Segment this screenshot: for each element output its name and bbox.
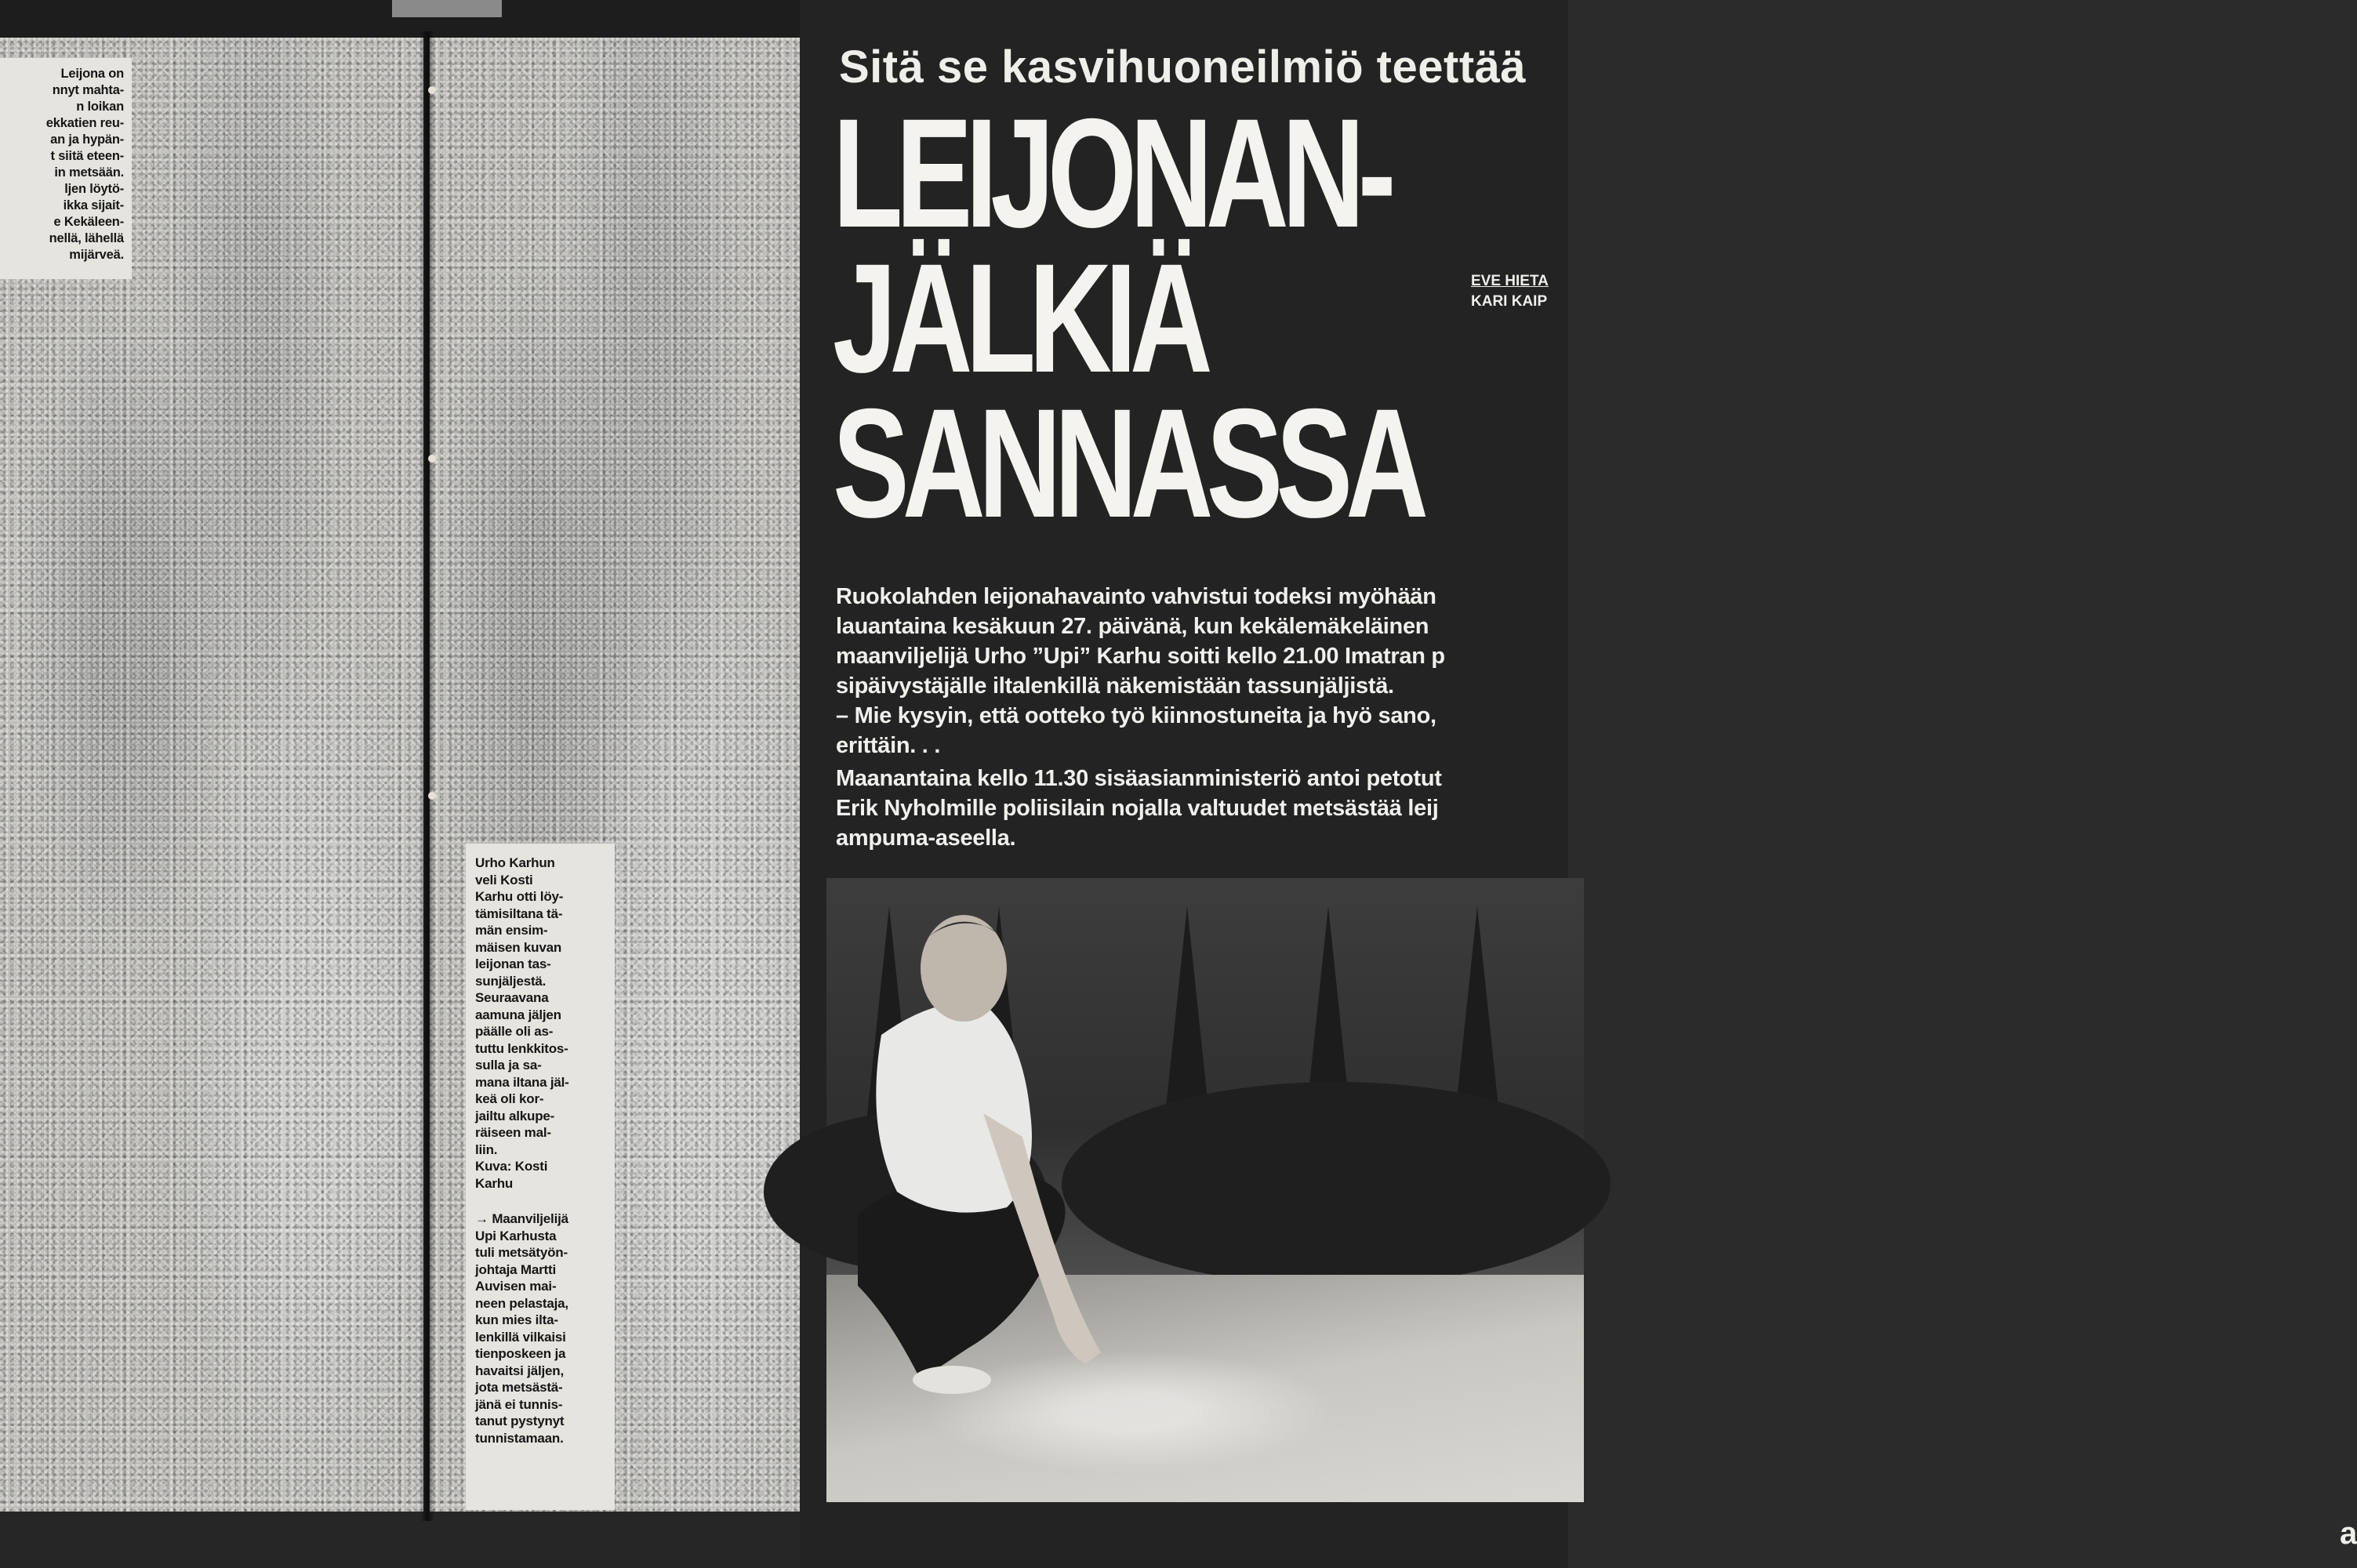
caption-line: mijärveä. <box>69 248 124 262</box>
caption-line: veli Kosti <box>475 872 533 887</box>
caption-line: sunjäljestä. <box>475 973 547 989</box>
binding-gutter <box>420 31 434 1521</box>
caption-line: tämisiltana tä- <box>475 906 563 921</box>
caption-line: nnyt mahta- <box>52 83 124 97</box>
caption-line: päälle oli as- <box>475 1024 554 1039</box>
headline-line: SANNASSA <box>833 376 1422 550</box>
caption-line: Karhu otti löy- <box>475 889 564 904</box>
caption-line: Urho Karhun <box>475 855 555 870</box>
caption-paragraph-photo-credit <box>475 855 607 1192</box>
lead-line: Ruokolahden leijonahavainto vahvistui todeksi myöhään <box>836 584 1436 609</box>
caption-line: tanut pystynyt <box>475 1414 565 1428</box>
article-lead <box>836 582 1589 853</box>
caption-line: Upi Karhusta <box>475 1228 557 1243</box>
caption-line: tuttu lenkkitos- <box>475 1040 568 1056</box>
caption-line: n loikan <box>76 100 124 114</box>
page-number: a <box>2340 1516 2357 1551</box>
caption-line: leijonan tas- <box>475 956 551 971</box>
caption-line: ljen löytö- <box>64 182 124 196</box>
caption-paw-print <box>466 844 615 1510</box>
caption-line: neen pelastaja, <box>475 1295 568 1311</box>
lead-line: maanviljelijä Urho ”Upi” Karhu soitti kello 21.00 Imatran p <box>836 644 1445 669</box>
caption-line: liin. <box>475 1142 498 1157</box>
crouching-man-figure <box>826 878 1584 1502</box>
caption-line: → Maanviljelijä <box>475 1211 568 1226</box>
caption-line: ekkatien reu- <box>45 116 124 130</box>
binding-staple <box>428 86 436 94</box>
caption-line: tuli metsätyön- <box>475 1245 568 1260</box>
headline-line: LEIJONAN- <box>833 86 1389 260</box>
caption-line: jailtu alkupe- <box>475 1108 555 1123</box>
caption-line: Leijona on <box>60 67 124 81</box>
caption-line: johtaja Martti <box>475 1261 556 1277</box>
caption-line: Seuraavana <box>475 990 549 1005</box>
farmer-photo <box>826 878 1584 1502</box>
caption-line: jänä ei tunnis- <box>475 1396 563 1412</box>
final-line: Maanantaina kello 11.30 sisäasianministeriö antoi petotut <box>836 766 1442 791</box>
caption-line: sulla ja sa- <box>475 1058 542 1073</box>
caption-line: Karhu <box>475 1175 514 1191</box>
caption-line: aamuna jäljen <box>475 1007 561 1022</box>
caption-line: tienposkeen ja <box>475 1346 566 1361</box>
byline-writer: EVE HIETA <box>1471 273 1549 289</box>
caption-line: mana iltana jäl- <box>475 1074 569 1090</box>
caption-line: jota metsästä- <box>475 1380 563 1395</box>
caption-line: ikka sijait- <box>63 198 124 212</box>
headline-kicker: Sitä se kasvihuoneilmiö teettää <box>839 42 1527 93</box>
page-tab <box>392 0 502 17</box>
caption-line: Kuva: Kosti <box>475 1159 548 1174</box>
caption-line: in metsään. <box>54 165 124 180</box>
headline <box>833 86 1422 550</box>
quote-line: – Mie kysyin, että ootteko työ kiinnostuneita ja hyö sano, <box>836 703 1436 728</box>
lead-line: lauantaina kesäkuun 27. päivänä, kun kekälemäkeläinen <box>836 614 1429 639</box>
headline-line: JÄLKIÄ <box>833 231 1206 405</box>
caption-line: t siitä eteen- <box>50 149 124 163</box>
final-line: Erik Nyholmille poliisilain nojalla valtuudet metsästää leij <box>836 796 1439 821</box>
caption-lion-leap <box>0 58 132 279</box>
caption-line: e Kekäleen- <box>53 215 124 229</box>
caption-paragraph-farmer <box>475 1210 607 1446</box>
caption-line: havaitsi jäljen, <box>475 1363 565 1378</box>
final-line: ampuma-aseella. <box>836 826 1016 851</box>
caption-line: an ja hypän- <box>50 132 124 147</box>
article-page <box>800 0 2357 1568</box>
caption-line: tunnistamaan. <box>475 1430 564 1446</box>
binding-staple <box>428 455 436 463</box>
binding-staple <box>428 792 436 800</box>
lead-line: sipäivystäjälle iltalenkillä näkemistään tassunjäljistä. <box>836 673 1394 699</box>
caption-line: keä oli kor- <box>475 1091 544 1106</box>
caption-line: lenkillä vilkaisi <box>475 1329 566 1345</box>
caption-line: räiseen mal- <box>475 1125 551 1140</box>
caption-line: mäisen kuvan <box>475 939 562 955</box>
byline-photographer: KARI KAIP <box>1471 293 1548 310</box>
quote-line: erittäin. . . <box>836 733 941 758</box>
caption-line: nellä, lähellä <box>49 231 124 245</box>
caption-line: Auvisen mai- <box>475 1279 557 1294</box>
caption-line: kun mies ilta- <box>475 1312 558 1327</box>
bylines <box>1471 271 1549 312</box>
caption-line: män ensim- <box>475 923 548 938</box>
